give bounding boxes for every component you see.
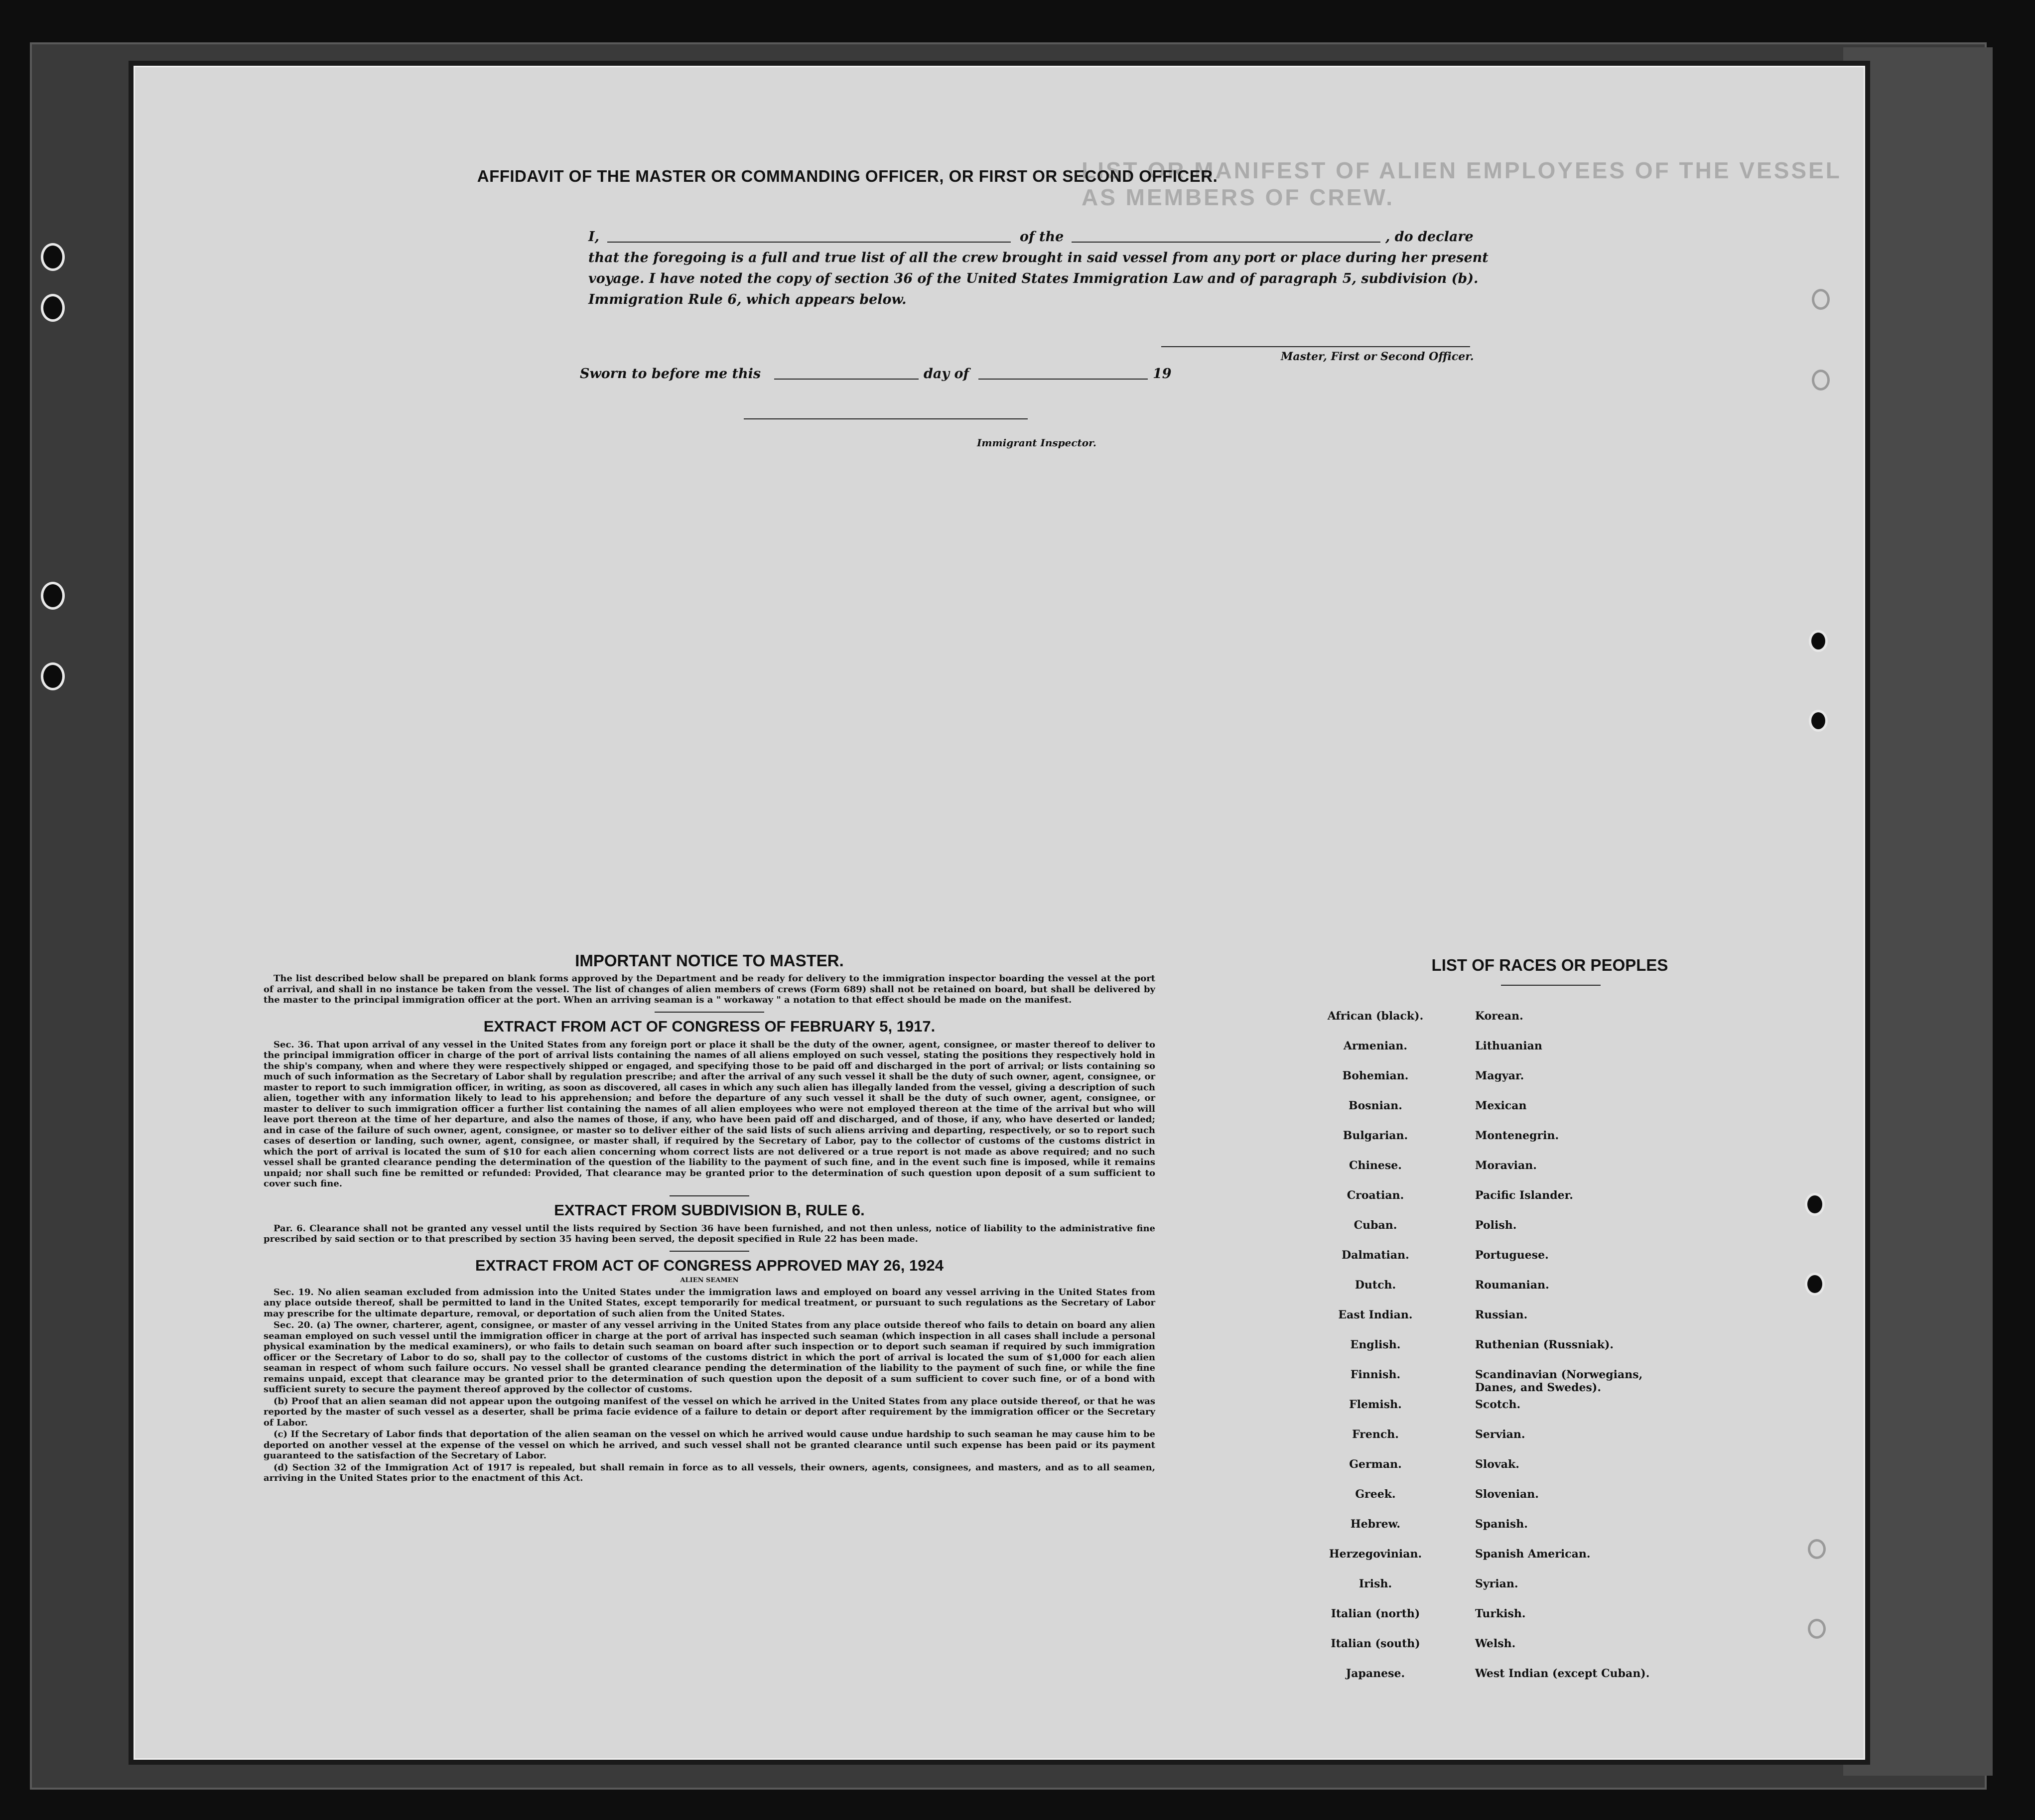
binder-hole <box>1805 1193 1825 1216</box>
extract-1917-title: EXTRACT FROM ACT OF CONGRESS OF FEBRUARY 5, 1917. <box>483 1017 936 1035</box>
race-item: Moravian. <box>1475 1159 1537 1172</box>
inspector-label: Immigrant Inspector. <box>977 437 1096 449</box>
affidavit-i: I, <box>588 229 600 245</box>
binder-hole <box>41 662 65 690</box>
binder-hole <box>1805 1273 1825 1296</box>
race-item: Magyar. <box>1475 1069 1524 1082</box>
vessel-line <box>1072 242 1380 243</box>
binder-hole <box>41 582 65 610</box>
race-item: Italian (north) <box>1331 1607 1420 1620</box>
race-item: Turkish. <box>1475 1607 1526 1620</box>
affidavit-line-3: voyage. I have noted the copy of section 36 of the United States Immigration Law and of paragraph 5, subdivision (b). <box>588 271 1479 286</box>
sworn-text: Sworn to before me this <box>580 366 761 382</box>
races-title-underline <box>1501 985 1601 986</box>
section-36-text: Sec. 36. That upon arrival of any vessel in the United States from any foreign port or place it shall be the duty of the owner, agent, consignee, or master thereof to deliver to the principal immigration officer in charge of the port of arrival lists containing the names of all aliens employed on such vessel, stating the positions they respectively hold in the ship's company, when and where they were respectively shipped or engaged, and specifying those to be paid off and discharged in the port of arrival; or lists containing so much of such information as the Secretary of Labor shall by regulation prescribe; and after the arrival of any such vessel it shall be the duty of such owner, agent, consignee, or master to report to such immigration officer, in writing, as soon as discovered, all cases in which any such alien has illegally landed from the vessel, giving a description of such alien, together with any information likely to lead to his apprehension; and before the departure of any such vessel it shall be the duty of such owner, agent, consignee, or master to deliver to such immigration officer a further list containing the names of all alien employees who were not employed thereon at the time of the arrival but who will leave port thereon at the time of her departure, and also the names of those, if any, who have been paid off and discharged, and of those, if any, who have deserted or landed; and in case of the failure of such owner, agent, consignee, or master so to deliver either of the said lists of such aliens arriving and departing, respectively, or so to report such cases of desertion or landing, such owner, agent, consignee, or master shall, if required by the Secretary of Labor, pay to the collector of customs of the customs district in which the port of arrival is located the sum of $10 for each alien concerning whom correct lists are not delivered or a true report is not made as above required; and no such vessel shall be granted clearance pending the determination of the question of the liability to the payment of such fine, and in the event such fine is imposed, while it remains unpaid; nor shall such fine be remitted or refunded: Provided, That clearance may be granted prior to the determination of such question upon deposit of a sum sufficient to cover such fine. <box>264 1039 1155 1189</box>
binder-hole <box>1812 370 1830 390</box>
par-6-text: Par. 6. Clearance shall not be granted any vessel until the lists required by Section 36 have been furnished, and not then unless, notice of liability to the administrative fine prescribed by said section or to that prescribed by section 35 having been served, the deposit specified in Rule 22 has been made. <box>264 1223 1155 1244</box>
races-title: LIST OF RACES OR PEOPLES <box>1431 956 1668 974</box>
race-item: African (black). <box>1327 1010 1424 1023</box>
race-item: Montenegrin. <box>1475 1129 1559 1142</box>
race-item: Italian (south) <box>1331 1637 1420 1650</box>
background-sheet-edge <box>1843 47 1993 1776</box>
race-item: Bulgarian. <box>1343 1129 1408 1142</box>
race-item: Welsh. <box>1475 1637 1516 1650</box>
sworn-line <box>580 364 1327 389</box>
race-item: Slovenian. <box>1475 1488 1539 1501</box>
sworn-date-line <box>774 379 919 380</box>
binder-hole <box>1812 289 1830 310</box>
race-item: Cuban. <box>1354 1219 1397 1232</box>
race-item: Mexican <box>1475 1099 1527 1112</box>
affidavit-line-2: that the foregoing is a full and true list of all the crew brought in said vessel from any port or place during her present <box>588 250 1489 265</box>
affidavit-of-the: of the <box>1020 229 1064 245</box>
extract-rule6-body <box>264 1223 1155 1245</box>
master-signature-label: Master, First or Second Officer. <box>1281 350 1474 363</box>
race-item: Ruthenian (Russniak). <box>1475 1338 1614 1351</box>
sec-20c-text: (c) If the Secretary of Labor finds that deportation of the alien seaman on the vessel on which he arrived would cause undue hardship to such seaman he may cause him to be deported on another vessel at the expense of the vessel on which he arrived, and such vessel shall not be granted clearance until such expense has been paid or its payment guaranteed to the satisfaction of the Secretary of Labor. <box>264 1429 1155 1461</box>
master-signature-line <box>1161 346 1470 347</box>
race-item: Dutch. <box>1355 1279 1396 1292</box>
race-item: Scotch. <box>1475 1398 1521 1411</box>
race-item: Chinese. <box>1349 1159 1402 1172</box>
race-item: Finnish. <box>1350 1368 1401 1381</box>
races-right-column <box>1475 1010 1684 1697</box>
extract-1924-title: EXTRACT FROM ACT OF CONGRESS APPROVED MAY 26, 1924 <box>475 1256 944 1274</box>
sworn-month-line <box>978 379 1148 380</box>
race-item: Spanish American. <box>1475 1548 1591 1560</box>
binder-hole <box>1808 1619 1826 1639</box>
name-line <box>607 242 1011 243</box>
notice-title: IMPORTANT NOTICE TO MASTER. <box>575 951 844 970</box>
race-item: Flemish. <box>1349 1398 1402 1411</box>
binder-hole <box>1809 710 1828 732</box>
race-item: Dalmatian. <box>1342 1249 1409 1262</box>
race-item: Herzegovinian. <box>1329 1548 1422 1560</box>
race-item: Polish. <box>1475 1219 1517 1232</box>
race-item: Spanish. <box>1475 1518 1528 1531</box>
inspector-signature-line <box>744 418 1028 419</box>
alien-seamen-subtitle: ALIEN SEAMEN <box>680 1276 739 1284</box>
divider <box>655 1012 764 1013</box>
extract-rule6-title: EXTRACT FROM SUBDIVISION B, RULE 6. <box>554 1201 865 1219</box>
sec-20b-text: (b) Proof that an alien seaman did not appear upon the outgoing manifest of the vessel on which he arrived in the United States from any place outside thereof, or that he was reported by the master of such vessel as a deserter, shall be prima facie evidence of a failure to detain or deport after requirement by the immigration officer or the Secretary of Labor. <box>264 1396 1155 1428</box>
race-item: Russian. <box>1475 1308 1528 1321</box>
divider <box>670 1251 749 1252</box>
race-item: East Indian. <box>1338 1308 1413 1321</box>
extract-1917-body <box>264 1040 1155 1189</box>
sworn-day-of: day of <box>924 366 969 382</box>
race-item: French. <box>1352 1428 1399 1441</box>
binder-hole <box>1809 630 1828 652</box>
race-item: English. <box>1350 1338 1401 1351</box>
binder-hole <box>41 243 65 271</box>
race-item: Servian. <box>1475 1428 1525 1441</box>
sworn-year: 19 <box>1153 366 1172 382</box>
notice-body <box>264 973 1155 1006</box>
sec-19-text: Sec. 19. No alien seaman excluded from admission into the United States under the immigration laws and employed on board any vessel arriving in the United States from any place outside thereof, shall be permitted to land in the United States, except temporarily for medical treatment, or pursuant to such regulations as the Secretary of Labor may prescribe for the ultimate departure, removal, or deportation of such alien from the United States. <box>264 1287 1155 1319</box>
binder-hole <box>1808 1539 1826 1559</box>
race-item: Korean. <box>1475 1010 1523 1023</box>
affidavit-do-declare: , do declare <box>1385 229 1474 245</box>
show-through-header: LIST OR MANIFEST OF ALIEN EMPLOYEES OF THE VESSEL AS MEMBERS OF CREW. <box>1082 157 1842 210</box>
binder-hole <box>41 294 65 322</box>
race-item: Scandinavian (Norwegians, Danes, and Swedes). <box>1475 1368 1643 1394</box>
sec-20d-text: (d) Section 32 of the Immigration Act of 1917 is repealed, but shall remain in force as to all vessels, their owners, agents, consignees, and masters, and as to all seamen, arriving in the United States prior to the enactment of this Act. <box>264 1462 1155 1483</box>
sec-20a-text: Sec. 20. (a) The owner, charterer, agent, consignee, or master of any vessel arriving in the United States from any place outside thereof who fails to detain on board any alien seaman employed on such vessel until the immigration officer in charge at the port of arrival has inspected such seaman (which inspection in all cases shall include a personal physical examination by the medical examiners), or who fails to detain such seaman on board after such inspection or to deport such seaman if required by such immigration officer or the Secretary of Labor to do so, shall pay to the collector of customs of the customs district in which the port of arrival is located the sum of $1,000 for each alien seaman in respect of whom such failure occurs. No vessel shall be granted clearance pending the determination of the liability to the payment of such fine, or while the fine remains unpaid, except that clearance may be granted prior to the determination of such question upon the deposit of a sum sufficient to cover such fine, or of a bond with sufficient surety to secure the payment thereof approved by the collector of customs. <box>264 1320 1155 1395</box>
race-item: Syrian. <box>1475 1577 1518 1590</box>
manifest-page <box>134 66 1865 1760</box>
extract-1924-body <box>264 1287 1155 1484</box>
race-item: Roumanian. <box>1475 1279 1549 1292</box>
race-item: Hebrew. <box>1350 1518 1401 1531</box>
race-item: Slovak. <box>1475 1458 1519 1471</box>
race-item: West Indian (except Cuban). <box>1475 1667 1650 1680</box>
race-item: Croatian. <box>1347 1189 1404 1202</box>
races-left-column <box>1291 1010 1460 1697</box>
race-item: Lithuanian <box>1475 1040 1542 1052</box>
race-item: Bohemian. <box>1342 1069 1409 1082</box>
divider <box>670 1195 749 1196</box>
affidavit-title: AFFIDAVIT OF THE MASTER OR COMMANDING OFFICER, OR FIRST OR SECOND OFFICER. <box>477 167 1218 185</box>
affidavit-line-4: Immigration Rule 6, which appears below. <box>588 292 907 307</box>
race-item: Greek. <box>1355 1488 1396 1501</box>
race-item: German. <box>1349 1458 1402 1471</box>
notice-section <box>264 951 1155 1485</box>
race-item: Bosnian. <box>1349 1099 1402 1112</box>
affidavit-body <box>588 227 1634 310</box>
race-item: Japanese. <box>1346 1667 1405 1680</box>
notice-paragraph: The list described below shall be prepared on blank forms approved by the Department and be ready for delivery to the immigration inspector boarding the vessel at the port of arrival, and shall in no instance be taken from the vessel. The list of changes of alien members of crews (Form 689) shall not be retained on board, but shall be delivered by the master to the principal immigration officer at the port. When an arriving seaman is a " workaway " a notation to that effect should be made on the manifest. <box>264 973 1155 1005</box>
race-item: Pacific Islander. <box>1475 1189 1573 1202</box>
race-item: Irish. <box>1358 1577 1392 1590</box>
race-item: Armenian. <box>1343 1040 1408 1052</box>
race-item: Portuguese. <box>1475 1249 1549 1262</box>
